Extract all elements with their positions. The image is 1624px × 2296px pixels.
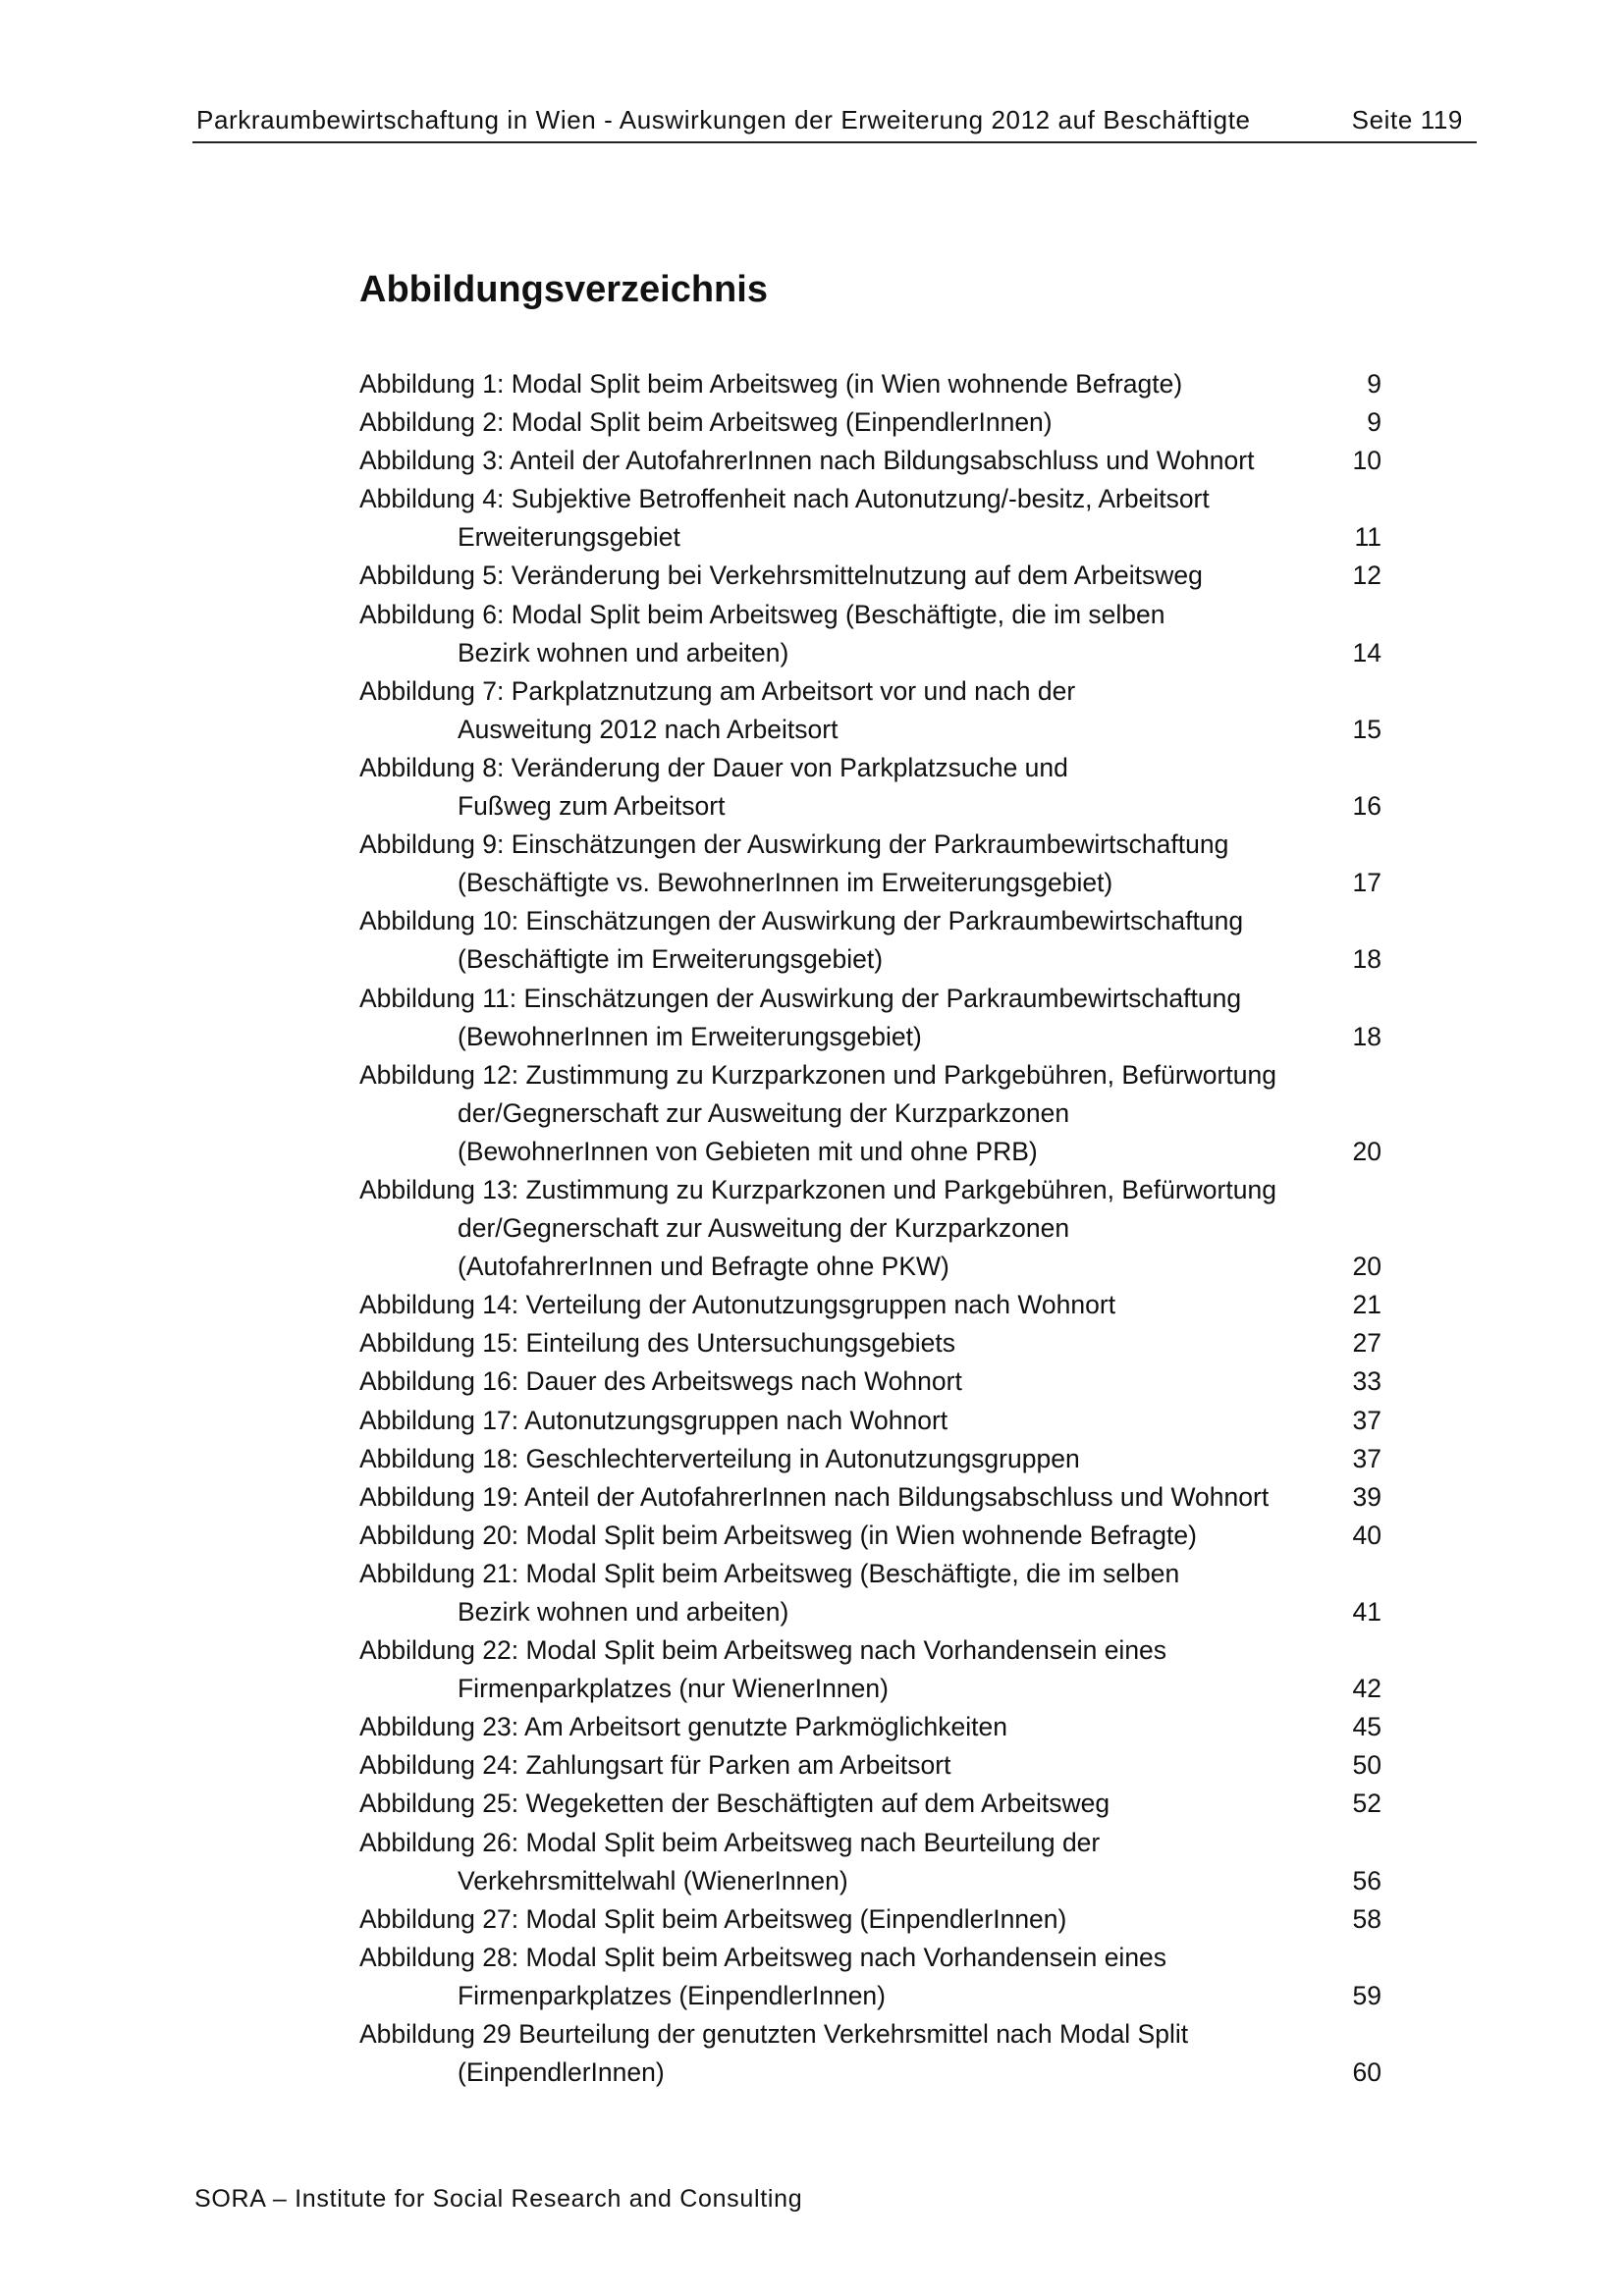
entry-title: Abbildung 22: Modal Split beim Arbeitsweg nach Vorhandensein eines (359, 1635, 1167, 1666)
entry-title-continuation: Erweiterungsgebiet (458, 522, 680, 553)
entry-title: Abbildung 13: Zustimmung zu Kurzparkzonen und Parkgebühren, Befürwortung (359, 1174, 1276, 1204)
entry-title: Abbildung 27: Modal Split beim Arbeitsweg (EinpendlerInnen) (359, 1903, 1067, 1934)
entry-title-continuation: Firmenparkplatzes (EinpendlerInnen) (458, 1980, 886, 2010)
entry-page-number: 15 (1352, 714, 1381, 744)
figure-list-entry (359, 1056, 1385, 1171)
entry-page-number: 42 (1352, 1674, 1381, 1704)
figure-list-entry (359, 1631, 1385, 1708)
entry-page-number: 45 (1352, 1712, 1381, 1742)
entry-title: Abbildung 20: Modal Split beim Arbeitsweg (in Wien wohnende Befragte) (359, 1520, 1197, 1550)
header-page-number: Seite 119 (1351, 105, 1463, 134)
entry-page-number: 37 (1352, 1443, 1381, 1473)
figure-list-entry (359, 557, 1385, 595)
figure-list-entry (359, 1286, 1385, 1324)
entry-page-number: 11 (1354, 522, 1381, 553)
figure-list-entry (359, 1440, 1385, 1478)
figure-list-entry (359, 902, 1385, 979)
figure-list-entry (359, 1517, 1385, 1555)
figure-list-entry (359, 403, 1385, 442)
figure-list-entry (359, 480, 1385, 557)
entry-title: Abbildung 19: Anteil der AutofahrerInnen nach Bildungsabschluss und Wohnort (359, 1481, 1270, 1512)
entry-title: Abbildung 24: Zahlungsart für Parken am Arbeitsort (359, 1750, 951, 1781)
entry-page-number: 18 (1352, 944, 1381, 975)
entry-title-continuation: (Beschäftigte im Erweiterungsgebiet) (458, 944, 884, 975)
entry-page-number: 33 (1352, 1366, 1381, 1397)
figure-list-entry (359, 749, 1385, 826)
entry-title: Abbildung 6: Modal Split beim Arbeitsweg (Beschäftigte, die im selben (359, 599, 1165, 629)
entry-title: Abbildung 12: Zustimmung zu Kurzparkzonen und Parkgebühren, Befürwortung (359, 1059, 1276, 1090)
entry-title: Abbildung 16: Dauer des Arbeitswegs nach Wohnort (359, 1366, 962, 1397)
entry-title: Abbildung 10: Einschätzungen der Auswirkung der Parkraumbewirtschaftung (359, 906, 1244, 936)
entry-title: Abbildung 11: Einschätzungen der Auswirkung der Parkraumbewirtschaftung (359, 983, 1242, 1013)
entry-title: Abbildung 4: Subjektive Betroffenheit nach Autonutzung/-besitz, Arbeitsort (359, 484, 1210, 514)
figure-list-entry (359, 1900, 1385, 1939)
entry-page-number: 39 (1352, 1481, 1381, 1512)
entry-title: Abbildung 8: Veränderung der Dauer von Parkplatzsuche und (359, 752, 1068, 782)
figure-list-entry (359, 1362, 1385, 1401)
entry-page-number: 12 (1352, 561, 1381, 591)
figure-list-entry (359, 442, 1385, 480)
entry-title: Abbildung 17: Autonutzungsgruppen nach Wohnort (359, 1405, 948, 1435)
figure-list-entry (359, 1402, 1385, 1440)
entry-title-continuation: der/Gegnerschaft zur Ausweitung der Kurzparkzonen (458, 1213, 1070, 1244)
entry-page-number: 37 (1352, 1405, 1381, 1435)
entry-page-number: 59 (1352, 1980, 1381, 2010)
figure-list (359, 365, 1385, 2092)
entry-page-number: 20 (1352, 1252, 1381, 1282)
entry-page-number: 9 (1367, 369, 1381, 399)
entry-title-continuation: (BewohnerInnen von Gebieten mit und ohne PRB) (458, 1136, 1038, 1166)
figure-list-entry (359, 1785, 1385, 1823)
entry-title-continuation: (EinpendlerInnen) (458, 2057, 665, 2088)
entry-page-number: 27 (1352, 1328, 1381, 1359)
entry-page-number: 58 (1352, 1903, 1381, 1934)
entry-page-number: 10 (1352, 446, 1381, 476)
page-title: Abbildungsverzeichnis (359, 269, 768, 310)
entry-title-continuation: (BewohnerInnen im Erweiterungsgebiet) (458, 1021, 922, 1051)
running-header (192, 102, 1477, 143)
entry-title-continuation: Firmenparkplatzes (nur WienerInnen) (458, 1674, 889, 1704)
entry-title-continuation: Bezirk wohnen und arbeiten) (458, 637, 789, 667)
entry-title: Abbildung 9: Einschätzungen der Auswirkung der Parkraumbewirtschaftung (359, 829, 1229, 860)
entry-page-number: 20 (1352, 1136, 1381, 1166)
figure-list-entry (359, 1824, 1385, 1900)
entry-page-number: 18 (1352, 1021, 1381, 1051)
figure-list-entry (359, 365, 1385, 403)
figure-list-entry (359, 1708, 1385, 1746)
entry-page-number: 40 (1352, 1520, 1381, 1550)
entry-title: Abbildung 5: Veränderung bei Verkehrsmittelnutzung auf dem Arbeitsweg (359, 561, 1203, 591)
entry-title: Abbildung 1: Modal Split beim Arbeitsweg (in Wien wohnende Befragte) (359, 369, 1183, 399)
entry-title-continuation: Fußweg zum Arbeitsort (458, 791, 726, 822)
entry-title: Abbildung 3: Anteil der AutofahrerInnen nach Bildungsabschluss und Wohnort (359, 446, 1255, 476)
footer-text: SORA – Institute for Social Research and Consulting (194, 2185, 803, 2213)
entry-title: Abbildung 21: Modal Split beim Arbeitsweg (Beschäftigte, die im selben (359, 1558, 1180, 1588)
entry-page-number: 17 (1352, 868, 1381, 898)
entry-page-number: 9 (1367, 407, 1381, 438)
entry-page-number: 41 (1352, 1597, 1381, 1627)
entry-title: Abbildung 28: Modal Split beim Arbeitsweg nach Vorhandensein eines (359, 1942, 1167, 1972)
entry-page-number: 56 (1352, 1865, 1381, 1896)
entry-title: Abbildung 26: Modal Split beim Arbeitsweg nach Beurteilung der (359, 1827, 1101, 1857)
entry-page-number: 50 (1352, 1750, 1381, 1781)
entry-title: Abbildung 29 Beurteilung der genutzten Verkehrsmittel nach Modal Split (359, 2019, 1189, 2050)
entry-title-continuation: (AutofahrerInnen und Befragte ohne PKW) (458, 1252, 949, 1282)
figure-list-entry (359, 596, 1385, 672)
entry-page-number: 16 (1352, 791, 1381, 822)
figure-list-entry (359, 1171, 1385, 1286)
entry-title: Abbildung 2: Modal Split beim Arbeitsweg (EinpendlerInnen) (359, 407, 1053, 438)
figure-list-entry (359, 1478, 1385, 1517)
entry-title-continuation: Verkehrsmittelwahl (WienerInnen) (458, 1865, 848, 1896)
entry-title: Abbildung 7: Parkplatznutzung am Arbeitsort vor und nach der (359, 675, 1076, 706)
entry-page-number: 21 (1352, 1290, 1381, 1320)
entry-title-continuation: (Beschäftigte vs. BewohnerInnen im Erweiterungsgebiet) (458, 868, 1113, 898)
figure-list-entry (359, 826, 1385, 902)
entry-title-continuation: Ausweitung 2012 nach Arbeitsort (458, 714, 839, 744)
entry-page-number: 60 (1352, 2057, 1381, 2088)
entry-title: Abbildung 15: Einteilung des Untersuchungsgebiets (359, 1328, 955, 1359)
figure-list-entry (359, 672, 1385, 749)
figure-list-entry (359, 1555, 1385, 1631)
figure-list-entry (359, 1746, 1385, 1785)
figure-list-entry (359, 2015, 1385, 2092)
entry-title: Abbildung 18: Geschlechterverteilung in Autonutzungsgruppen (359, 1443, 1080, 1473)
entry-title-continuation: der/Gegnerschaft zur Ausweitung der Kurzparkzonen (458, 1097, 1070, 1128)
entry-title: Abbildung 23: Am Arbeitsort genutzte Parkmöglichkeiten (359, 1712, 1007, 1742)
entry-page-number: 14 (1352, 637, 1381, 667)
entry-page-number: 52 (1352, 1789, 1381, 1819)
entry-title-continuation: Bezirk wohnen und arbeiten) (458, 1597, 789, 1627)
figure-list-entry (359, 980, 1385, 1056)
header-title: Parkraumbewirtschaftung in Wien - Auswirkungen der Erweiterung 2012 auf Beschäftigte (196, 105, 1251, 134)
entry-title: Abbildung 25: Wegeketten der Beschäftigten auf dem Arbeitsweg (359, 1789, 1110, 1819)
figure-list-entry (359, 1324, 1385, 1362)
entry-title: Abbildung 14: Verteilung der Autonutzungsgruppen nach Wohnort (359, 1290, 1116, 1320)
figure-list-entry (359, 1939, 1385, 2015)
